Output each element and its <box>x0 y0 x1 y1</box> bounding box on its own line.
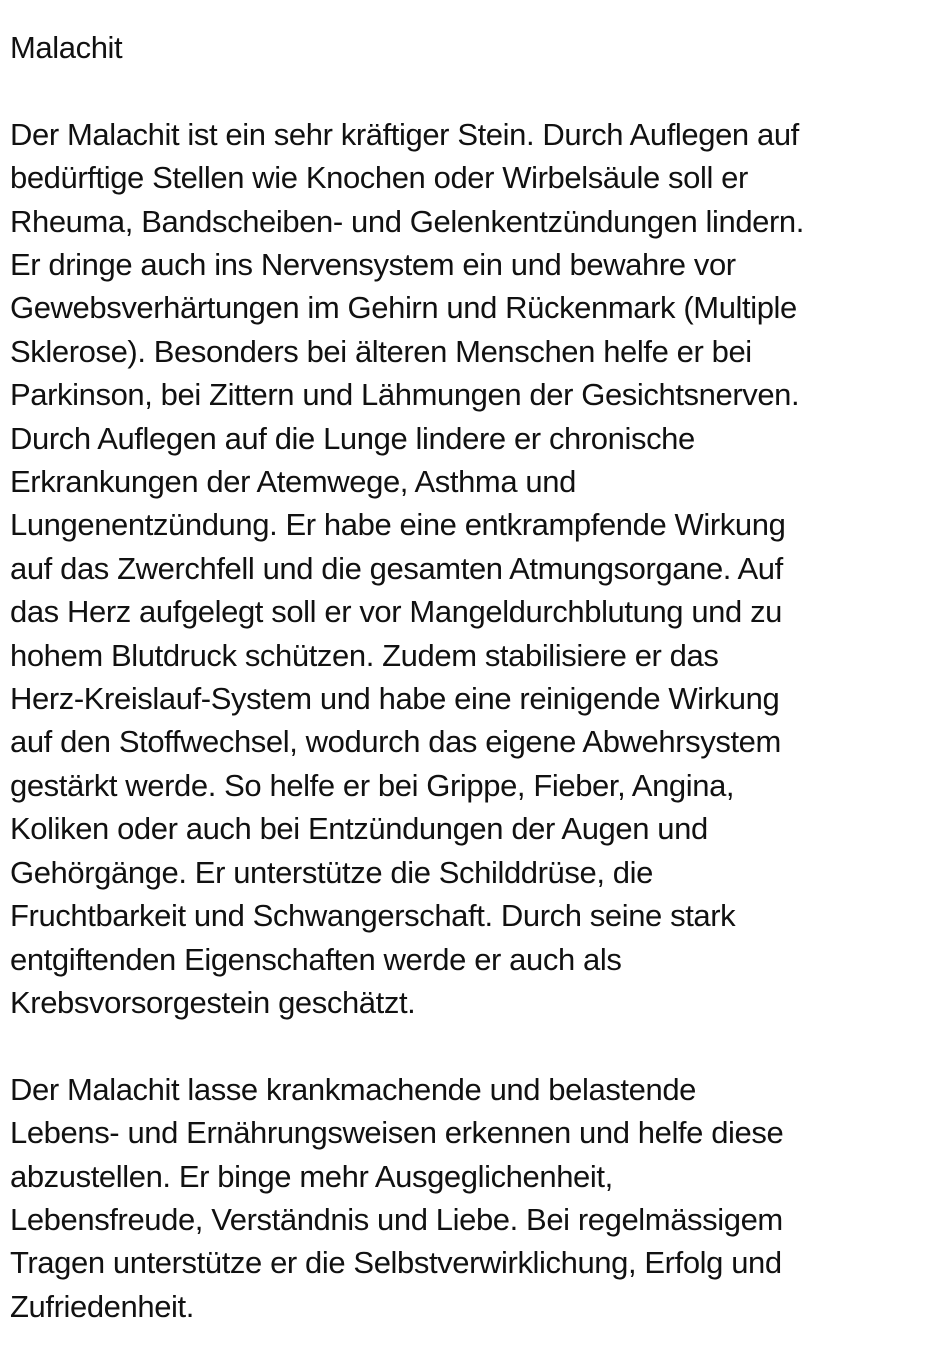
paragraph-1-line-21: Krebsvorsorgestein geschätzt. <box>10 984 416 1020</box>
document-title: Malachit <box>10 30 123 65</box>
paragraph-1-line-6: Sklerose). Besonders bei älteren Menschen helfe er bei <box>10 333 752 369</box>
paragraph-2-line-3: abzustellen. Er binge mehr Ausgeglichenheit, <box>10 1158 613 1194</box>
paragraph-2-line-4: Lebensfreude, Verständnis und Liebe. Bei regelmässigem <box>10 1201 783 1237</box>
paragraph-1-line-9: Erkrankungen der Atemwege, Asthma und <box>10 464 576 500</box>
paragraph-2-line-6: Zufriedenheit. <box>10 1288 194 1324</box>
paragraph-2-line-1: Der Malachit lasse krankmachende und belastende <box>10 1071 696 1107</box>
paragraph-2-line-5: Tragen unterstütze er die Selbstverwirklichung, Erfolg und <box>10 1245 782 1281</box>
paragraph-1 <box>10 113 934 1025</box>
paragraph-1-line-17: Koliken oder auch bei Entzündungen der Augen und <box>10 811 708 847</box>
paragraph-1-line-3: Rheuma, Bandscheiben- und Gelenkentzündungen lindern. <box>10 203 804 239</box>
paragraph-1-line-20: entgiftenden Eigenschaften werde er auch als <box>10 941 622 977</box>
paragraph-1-line-8: Durch Auflegen auf die Lunge lindere er chronische <box>10 420 695 456</box>
paragraph-1-line-7: Parkinson, bei Zittern und Lähmungen der Gesichtsnerven. <box>10 377 800 413</box>
paragraph-1-line-14: Herz-Kreislauf-System und habe eine reinigende Wirkung <box>10 681 780 717</box>
paragraph-1-line-15: auf den Stoffwechsel, wodurch das eigene Abwehrsystem <box>10 724 781 760</box>
paragraph-1-line-11: auf das Zwerchfell und die gesamten Atmungsorgane. Auf <box>10 550 783 586</box>
paragraph-1-line-19: Fruchtbarkeit und Schwangerschaft. Durch seine stark <box>10 898 736 934</box>
paragraph-1-line-18: Gehörgänge. Er unterstütze die Schilddrüse, die <box>10 854 653 890</box>
paragraph-1-line-2: bedürftige Stellen wie Knochen oder Wirbelsäule soll er <box>10 160 748 196</box>
paragraph-1-line-5: Gewebsverhärtungen im Gehirn und Rückenmark (Multiple <box>10 290 797 326</box>
paragraph-1-line-16: gestärkt werde. So helfe er bei Grippe, Fieber, Angina, <box>10 767 735 803</box>
paragraph-1-line-4: Er dringe auch ins Nervensystem ein und bewahre vor <box>10 247 736 283</box>
paragraph-1-line-1: Der Malachit ist ein sehr kräftiger Stein. Durch Auflegen auf <box>10 116 799 152</box>
paragraph-2-line-2: Lebens- und Ernährungsweisen erkennen und helfe diese <box>10 1115 784 1151</box>
paragraph-2 <box>10 1068 934 1328</box>
paragraph-1-line-12: das Herz aufgelegt soll er vor Mangeldurchblutung und zu <box>10 594 783 630</box>
paragraph-1-line-10: Lungenentzündung. Er habe eine entkrampfende Wirkung <box>10 507 786 543</box>
paragraph-1-line-13: hohem Blutdruck schützen. Zudem stabilisiere er das <box>10 637 719 673</box>
